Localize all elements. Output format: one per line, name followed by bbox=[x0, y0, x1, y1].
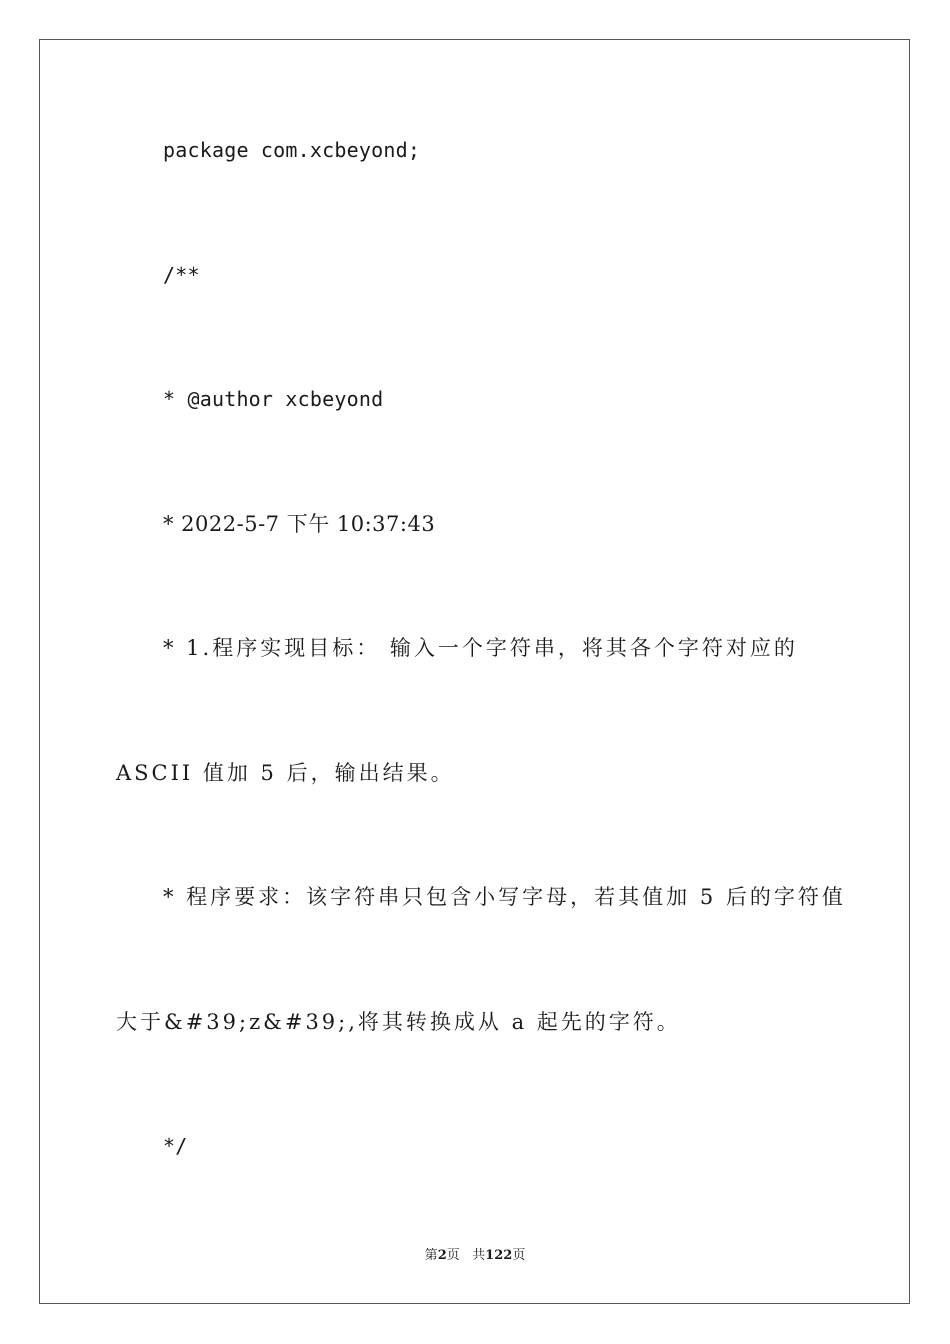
footer-page-number: 2 bbox=[437, 1248, 447, 1263]
comment-line-goal: * 1.程序实现目标： 输入一个字符串，将其各个字符对应的 bbox=[163, 636, 798, 660]
footer-page-prefix: 第 bbox=[424, 1248, 438, 1263]
code-line-comment-open: /** bbox=[163, 263, 200, 287]
footer-total-number: 122 bbox=[485, 1248, 513, 1263]
comment-line-requirement-cont: 大于&#39;z&#39;,将其转换成从 a 起先的字符。 bbox=[116, 1010, 681, 1034]
footer-total-prefix: 共 bbox=[472, 1248, 486, 1263]
page-border bbox=[39, 39, 910, 1304]
code-line-author: * @author xcbeyond bbox=[163, 387, 384, 411]
page-footer bbox=[0, 1248, 950, 1264]
code-line-comment-close: */ bbox=[163, 1134, 188, 1158]
code-line-date: * 2022-5-7 下午 10:37:43 bbox=[163, 512, 436, 536]
comment-line-requirement: * 程序要求：该字符串只包含小写字母，若其值加 5 后的字符值 bbox=[163, 885, 846, 909]
code-line-package: package com.xcbeyond; bbox=[163, 138, 421, 162]
footer-total-suffix: 页 bbox=[512, 1248, 526, 1263]
comment-line-goal-cont: ASCII 值加 5 后，输出结果。 bbox=[116, 761, 455, 785]
footer-page-suffix: 页 bbox=[446, 1248, 460, 1263]
